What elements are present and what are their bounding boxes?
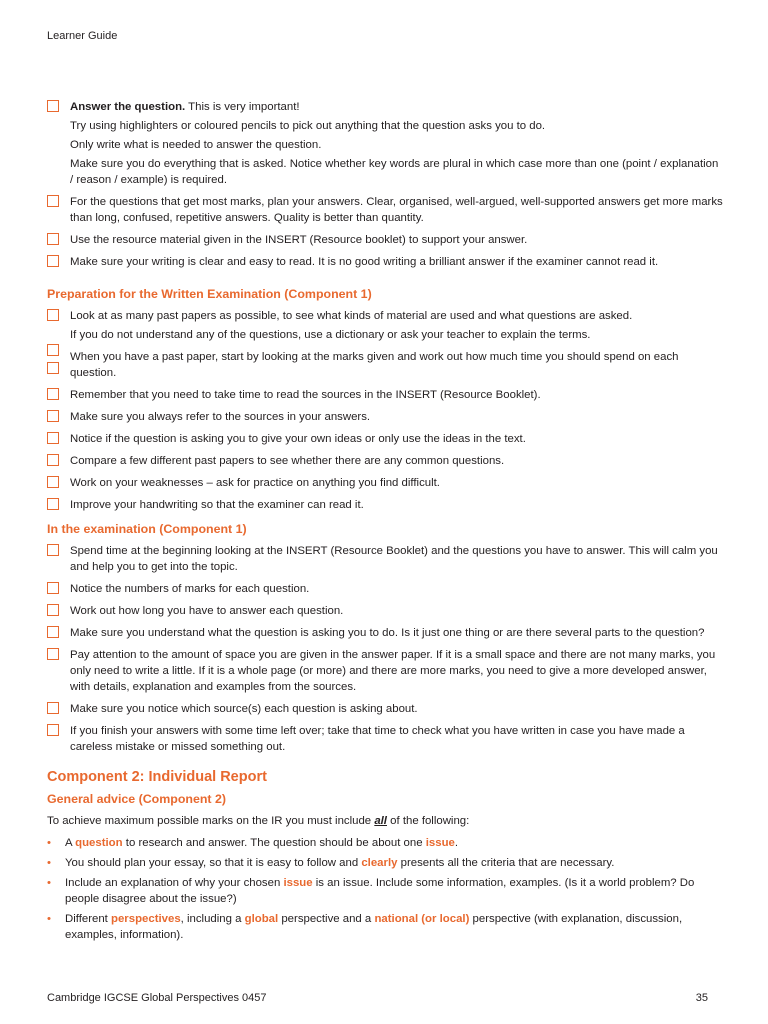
text: presents all the criteria that are necessary. [397,857,615,869]
checkbox[interactable] [47,432,59,444]
paragraph: Only write what is needed to answer the question. [70,139,322,151]
bullet-icon: • [47,857,51,869]
page-header: Learner Guide [47,30,118,42]
page-footer [47,992,708,1004]
checklist-item [47,581,723,597]
checklist-item [47,99,723,115]
checkbox[interactable] [47,195,59,207]
checkbox[interactable] [47,388,59,400]
checkbox[interactable] [47,604,59,616]
page-number: 35 [695,992,708,1004]
item-text: Improve your handwriting so that the examiner can read it. [70,499,364,511]
text: Include an explanation of why your chosen [65,877,284,889]
checklist-item [47,647,723,695]
component2-heading: Component 2: Individual Report [47,769,267,785]
item-text: Make sure you always refer to the sources in your answers. [70,411,371,423]
checkbox[interactable] [47,702,59,714]
item-bold-lead: Answer the question. [70,101,186,113]
item-text: Make sure your writing is clear and easy to read. It is no good writing a brilliant answer if the examiner cannot read it. [70,256,659,268]
section-heading-examination: In the examination (Component 1) [47,522,247,536]
intro-text: To achieve maximum possible marks on the IR you must include [47,815,375,827]
item-text: Notice the numbers of marks for each question. [70,583,310,595]
list-item [47,855,723,871]
bullet-icon: • [47,877,51,889]
checklist-item [47,723,723,755]
checklist-item [47,308,723,324]
text: , including a [180,913,245,925]
text: to research and answer. The question should be about one [122,837,426,849]
checkbox[interactable] [47,100,59,112]
checklist-item [47,543,723,575]
requirements-list [47,835,723,943]
item-text: Work out how long you have to answer each question. [70,605,344,617]
text: perspective (with explanation, discussion, examples, information). [65,913,683,941]
intro-text: of the following: [386,815,470,827]
checkbox[interactable] [47,648,59,660]
bullet-icon: • [47,837,51,849]
item-text: For the questions that get most marks, plan your answers. Clear, organised, well-argued, well-supported answers get more marks than long, confused, repetitive answers. Quality is better than quantity. [70,196,723,224]
checklist-item [47,603,723,619]
paragraph: Try using highlighters or coloured pencils to pick out anything that the question asks you to do. [70,120,546,132]
checklist-item [47,348,723,381]
checkbox[interactable] [47,309,59,321]
list-item [47,911,723,943]
item-text: Notice if the question is asking you to give your own ideas or only use the ideas in the text. [70,433,526,445]
text: Different [65,913,112,925]
list-item [47,835,723,851]
text: You should plan your essay, so that it is easy to follow and [65,857,362,869]
text: . [454,837,459,849]
checkbox[interactable] [47,544,59,556]
highlight: issue [425,837,455,849]
item-text: This is very important! [185,101,300,113]
checkbox[interactable] [47,255,59,267]
item-text: When you have a past paper, start by looking at the marks given and work out how much time you should spend on each question. [70,351,679,379]
highlight: national (or local) [374,913,470,925]
checkbox[interactable] [47,498,59,510]
checklist-item [47,453,723,469]
item-text: Make sure you understand what the question is asking you to do. Is it just one thing or are there several parts to the question? [70,627,705,639]
checklist-item [47,254,723,270]
text: perspective and a [278,913,375,925]
item-text: Compare a few different past papers to see whether there are any common questions. [70,455,505,467]
item-text: Use the resource material given in the INSERT (Resource booklet) to support your answer. [70,234,528,246]
component2-intro [47,813,723,829]
item-text: Spend time at the beginning looking at the INSERT (Resource Booklet) and the questions you have to answer. This will calm you and help you to get into the topic. [70,545,718,573]
checkbox[interactable] [47,454,59,466]
checklist-item [47,387,723,403]
highlight: clearly [361,857,398,869]
component2-subheading: General advice (Component 2) [47,792,227,806]
checkbox[interactable] [47,626,59,638]
checkbox[interactable] [47,233,59,245]
checklist-item [47,431,723,447]
paragraph: If you do not understand any of the questions, use a dictionary or ask your teacher to explain the terms. [70,329,591,341]
list-item [47,875,723,907]
checklist-item [47,701,723,717]
checkbox[interactable] [47,410,59,422]
checkbox[interactable] [47,344,59,356]
main-content [47,99,723,947]
item-text: Pay attention to the amount of space you are given in the answer paper. If it is a small space and there are not many marks, you only need to write a little. If it is a whole page (or more) and there are more marks, you need to give a more developed answer, with details, explanation and examples from the sources. [70,649,716,693]
text: is an issue. Include some information, examples. (Is it a world problem? Do people disagree about the issue?) [65,877,695,905]
checklist-item [47,497,723,513]
intro-emphasis: all [374,815,387,827]
item-text: Work on your weaknesses – ask for practice on anything you find difficult. [70,477,440,489]
item-text: Look at as many past papers as possible, to see what kinds of material are used and what questions are asked. [70,310,633,322]
footer-title: Cambridge IGCSE Global Perspectives 0457 [47,992,267,1004]
item-text: Remember that you need to take time to read the sources in the INSERT (Resource Booklet). [70,389,541,401]
highlight: perspectives [111,913,181,925]
item-text: Make sure you notice which source(s) each question is asking about. [70,703,418,715]
item-text: If you finish your answers with some time left over; take that time to check what you have written in case you have made a careless mistake or missed something out. [70,725,685,753]
checklist-item [47,409,723,425]
checklist-item [47,194,723,226]
section-heading-preparation: Preparation for the Written Examination (Component 1) [47,287,372,301]
highlight: issue [283,877,313,889]
highlight: question [75,837,123,849]
checkbox[interactable] [47,582,59,594]
checkbox[interactable] [47,362,59,374]
checkbox[interactable] [47,724,59,736]
checklist-item [47,232,723,248]
checklist-item [47,475,723,491]
bullet-icon: • [47,913,51,925]
checklist-item [47,625,723,641]
checkbox[interactable] [47,476,59,488]
paragraph: Make sure you do everything that is asked. Notice whether key words are plural in which case more than one (point / explanation / reason / example) is required. [70,158,719,186]
text: A [65,837,76,849]
highlight: global [244,913,279,925]
